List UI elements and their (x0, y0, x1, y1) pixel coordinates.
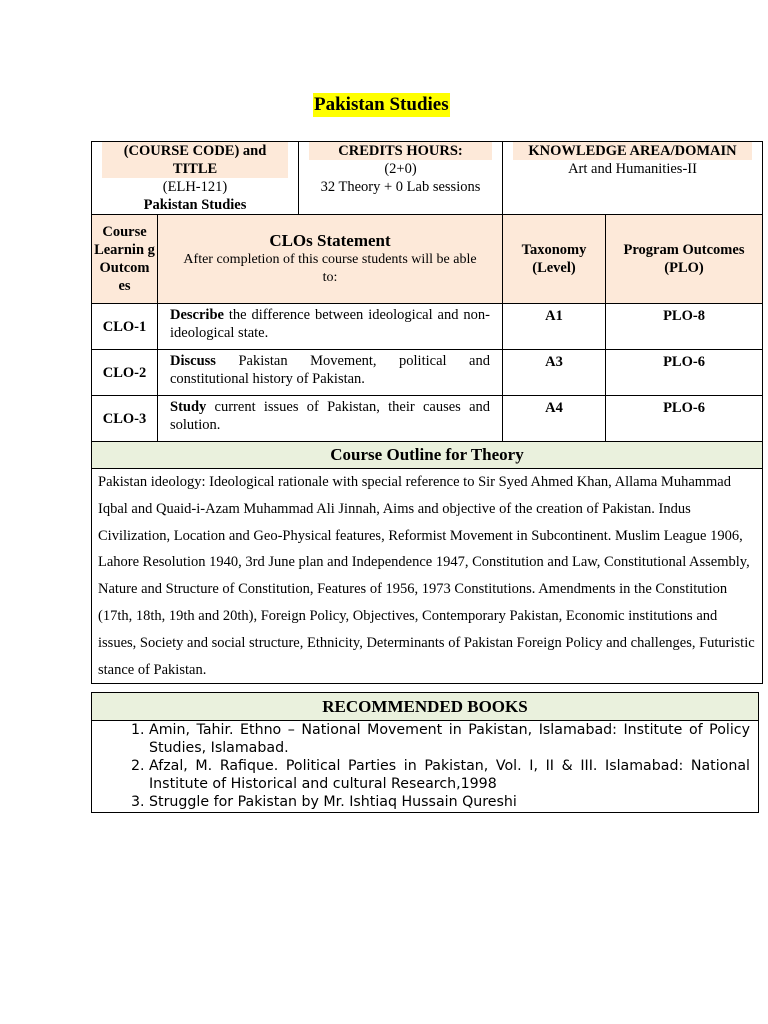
clo-statement-title: CLOs Statement (269, 231, 391, 250)
clo-row (92, 350, 763, 396)
books-list-cell (92, 721, 759, 813)
taxonomy-level: A4 (503, 396, 606, 442)
outline-body: Pakistan ideology: Ideological rationale with special reference to Sir Syed Ahmed Khan, Allama Muhammad Iqbal and Quaid-i-Azam Muhammad Ali Jinnah, Aims and objective of the creation of Pakistan. Indus Civilization, Location and Geo-Physical features, Reformist Movement in Subcontinent. Muslim League 1906, Lahore Resolution 1940, 3rd June plan and Independence 1947, Constitution and Law, Constitutional Assembly, Nature and Structure of Constitution, Features of 1956, 1973 Constitutions. Amendments in the Constitution (17th, 18th, 19th and 20th), Foreign Policy, Objectives, Contemporary Pakistan, Economic institutions and issues, Society and social structure, Ethnicity, Determinants of Pakistan Foreign Policy and challenges, Futuristic stance of Pakistan. (92, 469, 763, 684)
clo-text: the difference between ideological and non-ideological state. (170, 307, 490, 341)
course-info-row (92, 142, 763, 215)
page-title: Pakistan Studies (314, 94, 449, 115)
knowledge-area-cell (503, 142, 763, 215)
plo-value: PLO-6 (606, 396, 763, 442)
clo-text: Pakistan Movement, political and constitutional history of Pakistan. (170, 353, 490, 387)
clo-verb: Describe (170, 307, 224, 323)
outline-title-row (92, 442, 763, 469)
clo-row (92, 396, 763, 442)
outline-title: Course Outline for Theory (92, 442, 763, 469)
books-title: RECOMMENDED BOOKS (92, 693, 759, 721)
clo-text: current issues of Pakistan, their causes and solution. (170, 399, 490, 433)
books-list (92, 721, 750, 811)
clo-statement-header (158, 215, 503, 304)
taxonomy-header (503, 215, 606, 304)
plo-value: PLO-6 (606, 350, 763, 396)
credit-hours-header: CREDITS HOURS: (309, 142, 492, 160)
taxonomy-level: A3 (503, 350, 606, 396)
book-item: 3. Struggle for Pakistan by Mr. Ishtiaq Hussain Qureshi (149, 793, 750, 811)
course-name: Pakistan Studies (143, 197, 247, 213)
recommended-books-table (91, 692, 759, 813)
clo-statement-subtitle: After completion of this course students will be able to: (183, 252, 477, 285)
clo-col-header (92, 215, 158, 304)
plo-header (606, 215, 763, 304)
course-code-title-cell (92, 142, 299, 215)
code-title-header: (COURSE CODE) and TITLE (102, 142, 288, 178)
outline-body-row (92, 469, 763, 684)
credit-hours-value: (2+0) (384, 161, 417, 177)
clo-verb: Discuss (170, 353, 216, 369)
clo-id: CLO-1 (92, 304, 158, 350)
plo-value: PLO-8 (606, 304, 763, 350)
clo-verb: Study (170, 399, 207, 415)
book-item: 2. Afzal, M. Rafique. Political Parties in Pakistan, Vol. I, II & III. Islamabad: National Institute of Historical and cultural Research,1998 (149, 757, 750, 793)
clo-statement (158, 350, 503, 396)
clo-col-header-text: Course Learnin g Outcom es (94, 224, 155, 294)
books-title-row (92, 693, 759, 721)
clo-id: CLO-3 (92, 396, 158, 442)
taxonomy-level: A1 (503, 304, 606, 350)
books-body-row (92, 721, 759, 813)
knowledge-area-header: KNOWLEDGE AREA/DOMAIN (513, 142, 752, 160)
taxonomy-header-text: Taxonomy (Level) (521, 242, 587, 276)
sessions: 32 Theory + 0 Lab sessions (320, 179, 481, 195)
clo-header-row (92, 215, 763, 304)
course-table (91, 141, 763, 684)
course-code: (ELH-121) (162, 179, 228, 195)
plo-header-text: Program Outcomes (PLO) (623, 242, 745, 276)
knowledge-area-value: Art and Humanities-II (568, 161, 697, 177)
clo-statement (158, 304, 503, 350)
book-item: 1. Amin, Tahir. Ethno – National Movement in Pakistan, Islamabad: Institute of Policy Studies, Islamabad. (149, 721, 750, 757)
clo-id: CLO-2 (92, 350, 158, 396)
clo-statement (158, 396, 503, 442)
clo-row (92, 304, 763, 350)
credit-hours-cell (299, 142, 503, 215)
